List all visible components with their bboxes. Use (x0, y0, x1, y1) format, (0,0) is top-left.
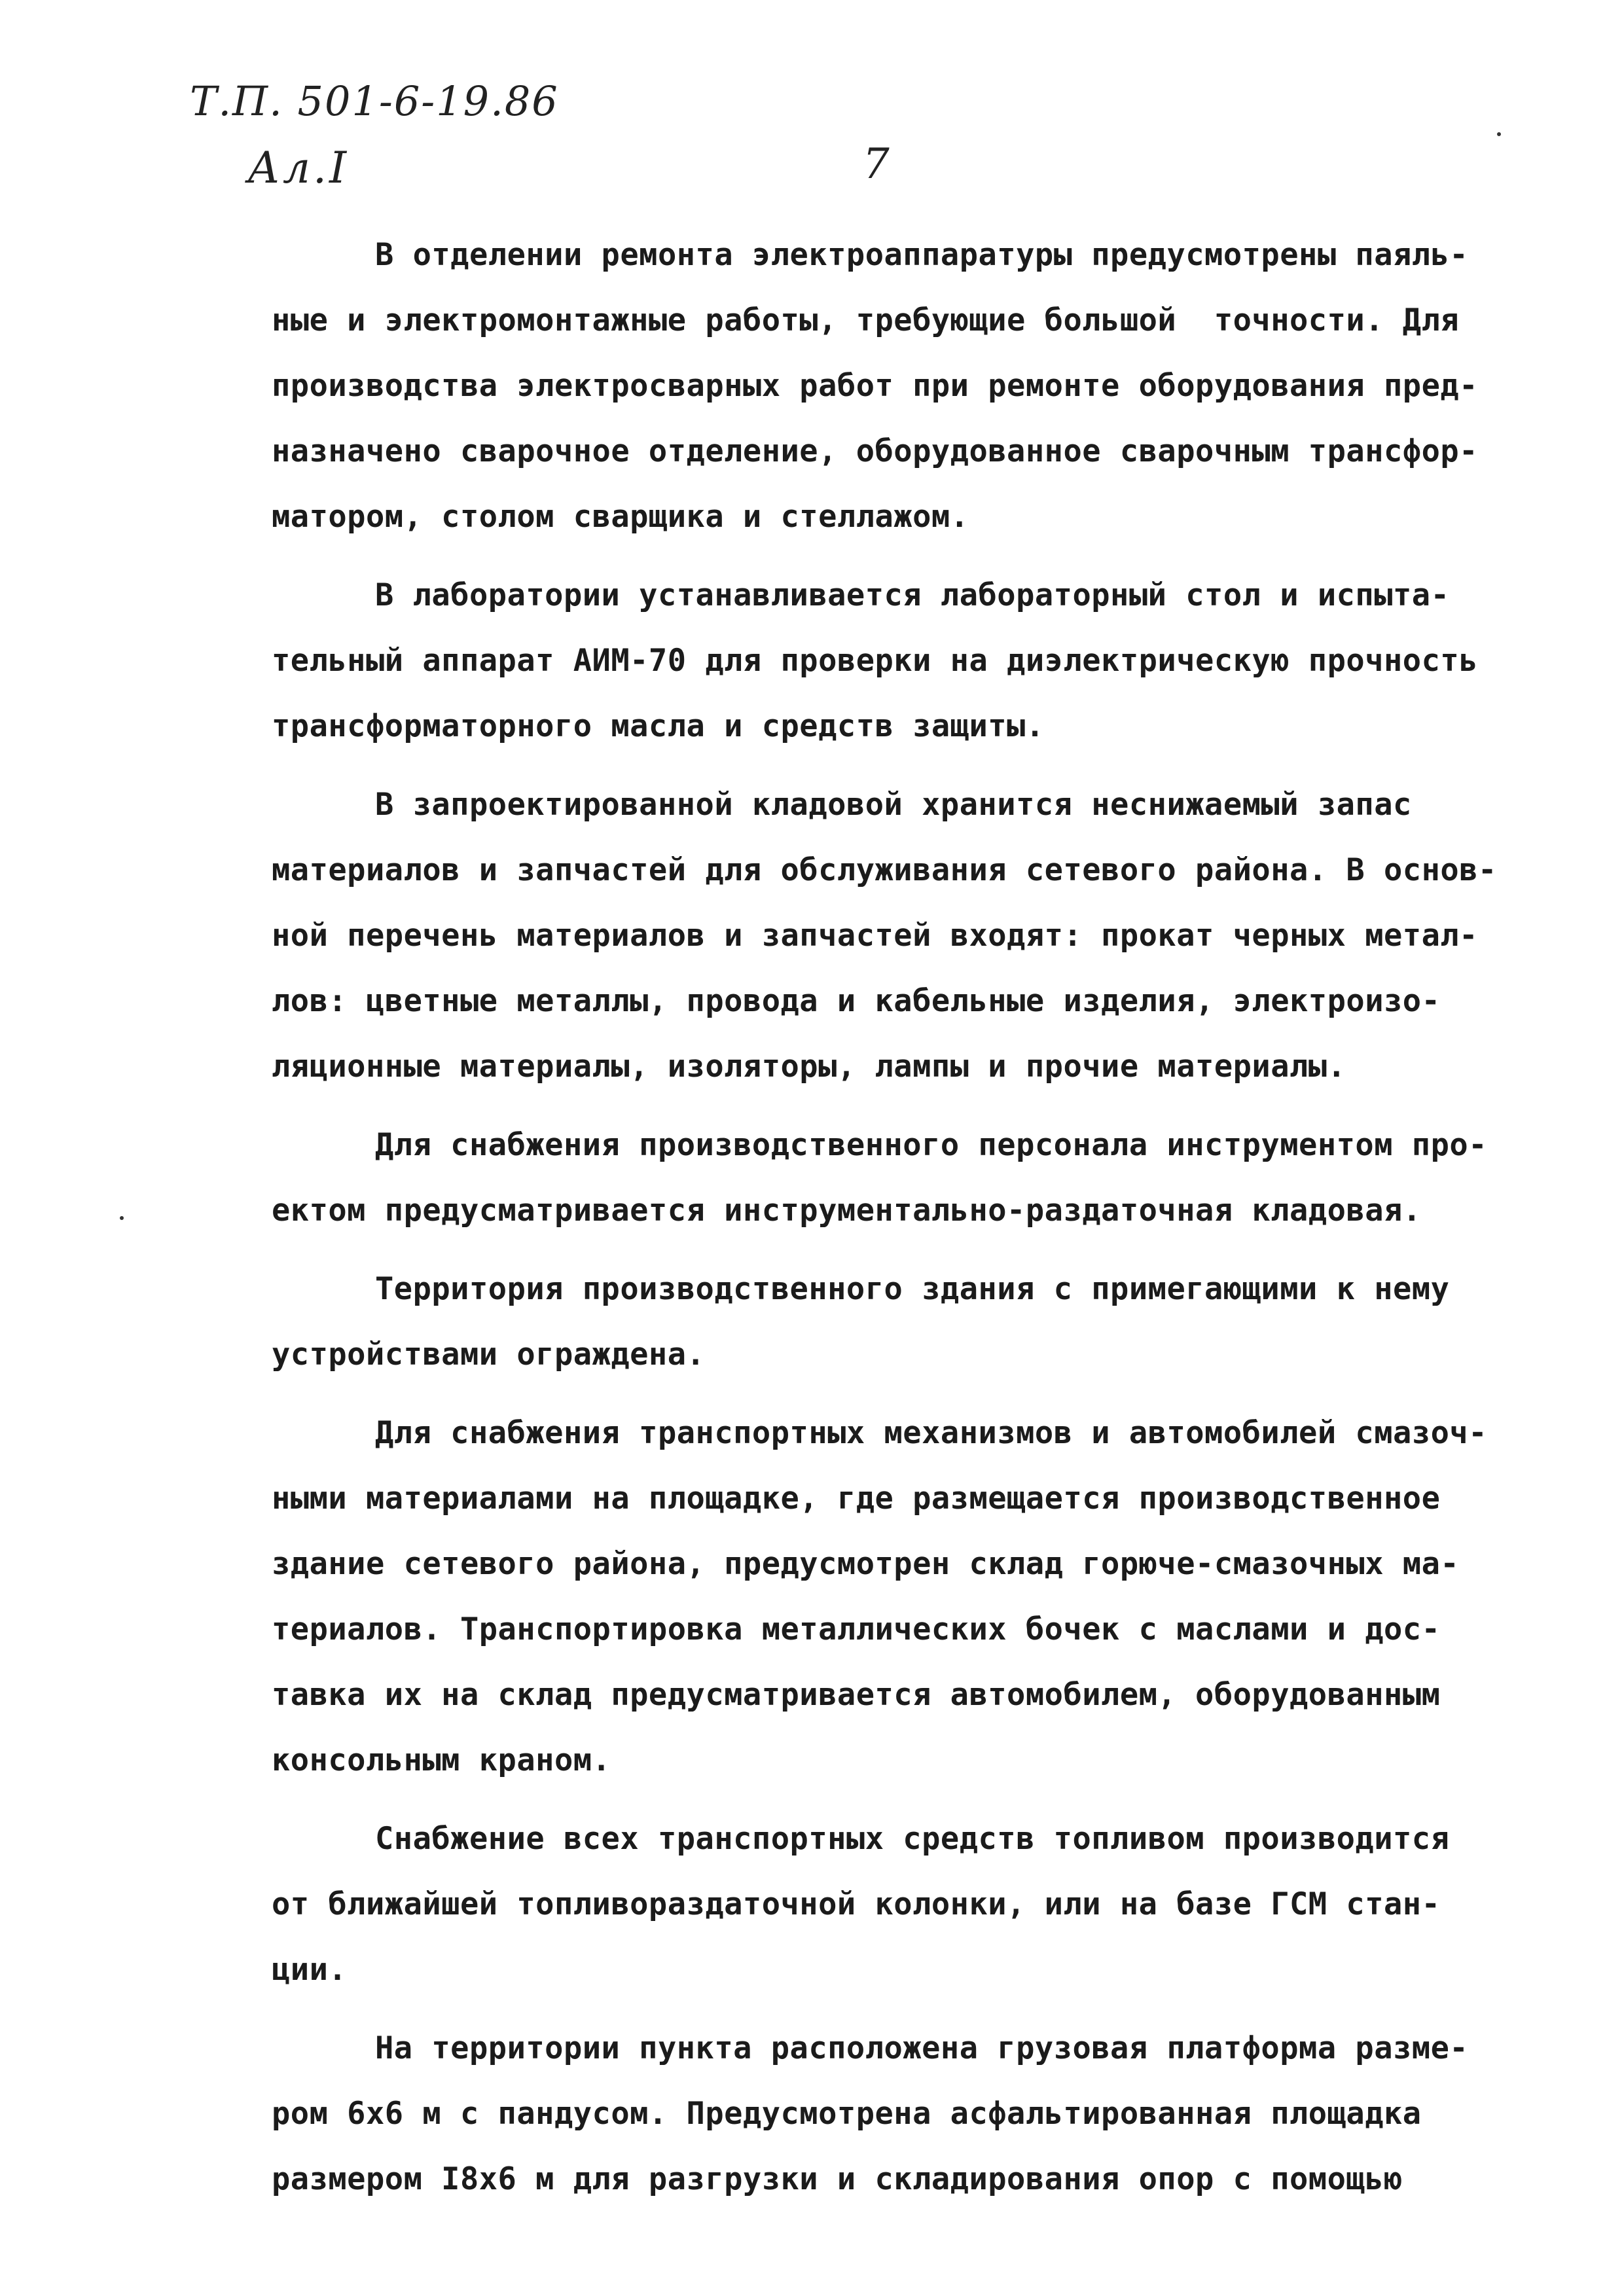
album-mark: Ал.I (247, 143, 350, 193)
paragraph (272, 1401, 1542, 1793)
text-line: ной перечень материалов и запчастей входят: прокат черных метал- (272, 918, 1478, 954)
document-body (272, 223, 1542, 2212)
paragraph (272, 2016, 1542, 2212)
text-line: размером I8х6 м для разгрузки и складирования опор с помощью (272, 2161, 1403, 2197)
paragraph (272, 772, 1542, 1100)
text-line: ные и электромонтажные работы, требующие большой точности. Для (272, 302, 1460, 338)
scan-speck (120, 1216, 124, 1220)
text-line: В отделении ремонта электроаппаратуры предусмотрены паяль- (375, 237, 1469, 273)
text-line: назначено сварочное отделение, оборудованное сварочным трансфор- (272, 433, 1478, 469)
text-line: консольным краном. (272, 1742, 611, 1778)
text-line: В запроектированной кладовой хранится неснижаемый запас (375, 787, 1412, 823)
text-line: Снабжение всех транспортных средств топливом производится (375, 1821, 1450, 1857)
text-line: ции. (272, 1952, 348, 1988)
paragraph (272, 563, 1542, 759)
paragraph (272, 1806, 1542, 2003)
text-line: ными материалами на площадке, где размещается производственное (272, 1480, 1441, 1516)
text-line: лов: цветные металлы, провода и кабельные изделия, электроизо- (272, 983, 1441, 1019)
scan-speck (1497, 132, 1501, 136)
text-line: Территория производственного здания с примегающими к нему (375, 1271, 1450, 1307)
page-number: 7 (863, 140, 890, 188)
paragraph (272, 223, 1542, 550)
paragraph (272, 1113, 1542, 1244)
text-line: Для снабжения производственного персонала инструментом про- (375, 1127, 1487, 1163)
text-line: На территории пункта расположена грузовая платформа разме- (375, 2030, 1469, 2066)
text-line: тельный аппарат АИМ-70 для проверки на диэлектрическую прочность (272, 643, 1478, 679)
text-line: В лаборатории устанавливается лабораторный стол и испыта- (375, 577, 1450, 613)
text-line: производства электросварных работ при ремонте оборудования пред- (272, 368, 1478, 404)
text-line: тавка их на склад предусматривается автомобилем, оборудованным (272, 1677, 1441, 1713)
text-line: ектом предусматривается инструментально-раздаточная кладовая. (272, 1193, 1422, 1229)
text-line: ром 6х6 м с пандусом. Предусмотрена асфальтированная площадка (272, 2096, 1422, 2132)
text-line: Для снабжения транспортных механизмов и автомобилей смазоч- (375, 1415, 1487, 1451)
paragraph (272, 1257, 1542, 1388)
document-code: Т.П. 501-6-19.86 (190, 77, 559, 125)
text-line: от ближайшей топливораздаточной колонки, или на базе ГСМ стан- (272, 1886, 1441, 1922)
text-line: материалов и запчастей для обслуживания сетевого района. В основ- (272, 852, 1497, 888)
text-line: матором, столом сварщика и стеллажом. (272, 499, 969, 535)
text-line: ляционные материалы, изоляторы, лампы и прочие материалы. (272, 1049, 1346, 1085)
text-line: устройствами ограждена. (272, 1336, 706, 1372)
text-line: трансформаторного масла и средств защиты. (272, 708, 1045, 744)
text-line: здание сетевого района, предусмотрен склад горюче-смазочных ма- (272, 1546, 1460, 1582)
text-line: териалов. Транспортировка металлических бочек с маслами и дос- (272, 1611, 1441, 1647)
